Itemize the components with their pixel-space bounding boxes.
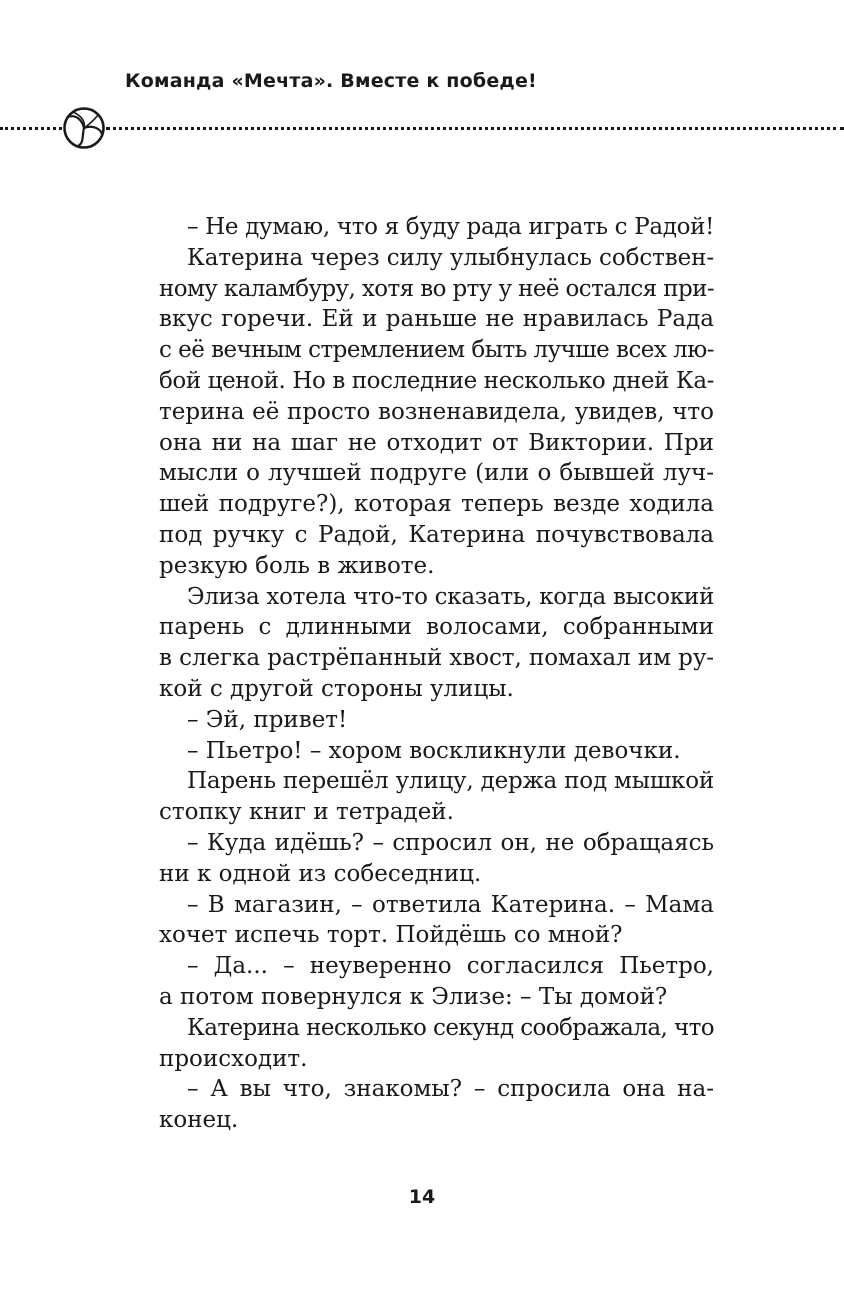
- text-line: ни к одной из собеседниц.: [159, 860, 482, 887]
- text-line: ному каламбуру, хотя во рту у неё остался при-: [159, 275, 714, 302]
- text-line: с её вечным стремлением быть лучше всех лю-: [159, 337, 714, 364]
- text-line: терина её просто возненавидела, увидев, что: [159, 398, 714, 425]
- text-line: – Пьетро! – хором воскликнули девочки.: [187, 737, 681, 764]
- dotted-rule-right: [106, 127, 844, 130]
- text-line: мысли о лучшей подруге (или о бывшей луч-: [159, 460, 714, 487]
- text-line: происходит.: [159, 1045, 308, 1072]
- text-line: – Куда идёшь? – спросил он, не обращаясь: [187, 829, 714, 856]
- text-line: парень с длинными волосами, собранными: [159, 614, 714, 641]
- text-line: – Не думаю, что я буду рада играть с Радой!: [187, 214, 715, 240]
- text-line: кой с другой стороны улицы.: [159, 675, 514, 702]
- text-line: Элиза хотела что-то сказать, когда высокий: [187, 583, 715, 610]
- text-line: бой ценой. Но в последние несколько дней Ка-: [159, 367, 714, 394]
- text-line: вкус горечи. Ей и раньше не нравилась Рада: [159, 306, 714, 333]
- text-line: в слегка растрёпанный хвост, помахал им ру-: [159, 645, 714, 672]
- text-line: – Да... – неуверенно согласился Пьетро,: [187, 953, 714, 980]
- text-line: – В магазин, – ответила Катерина. – Мама: [187, 891, 714, 918]
- body-text: [159, 212, 714, 1136]
- text-line: резкую боль в животе.: [159, 552, 435, 579]
- text-line: Катерина через силу улыбнулась собствен-: [187, 244, 715, 271]
- running-title: Команда «Мечта». Вместе к победе!: [125, 70, 537, 92]
- text-line: конец.: [159, 1107, 239, 1134]
- text-line: стопку книг и тетрадей.: [159, 799, 454, 826]
- text-line: Парень перешёл улицу, держа под мышкой: [187, 768, 715, 795]
- text-line: Катерина несколько секунд соображала, что: [187, 1014, 715, 1041]
- text-line: она ни на шаг не отходит от Виктории. При: [159, 429, 714, 456]
- text-line: под ручку с Радой, Катерина почувствовала: [159, 521, 714, 548]
- page-number: 14: [408, 1186, 436, 1208]
- text-line: шей подруге?), которая теперь везде ходила: [159, 491, 714, 518]
- text-line: – А вы что, знакомы? – спросила она на-: [187, 1076, 714, 1103]
- dotted-rule-left: [0, 127, 62, 130]
- text-line: хочет испечь торт. Пойдёшь со мной?: [159, 922, 623, 949]
- text-line: а потом повернулся к Элизе: – Ты домой?: [159, 983, 668, 1010]
- text-line: – Эй, привет!: [187, 706, 348, 733]
- volleyball-icon: [62, 106, 106, 150]
